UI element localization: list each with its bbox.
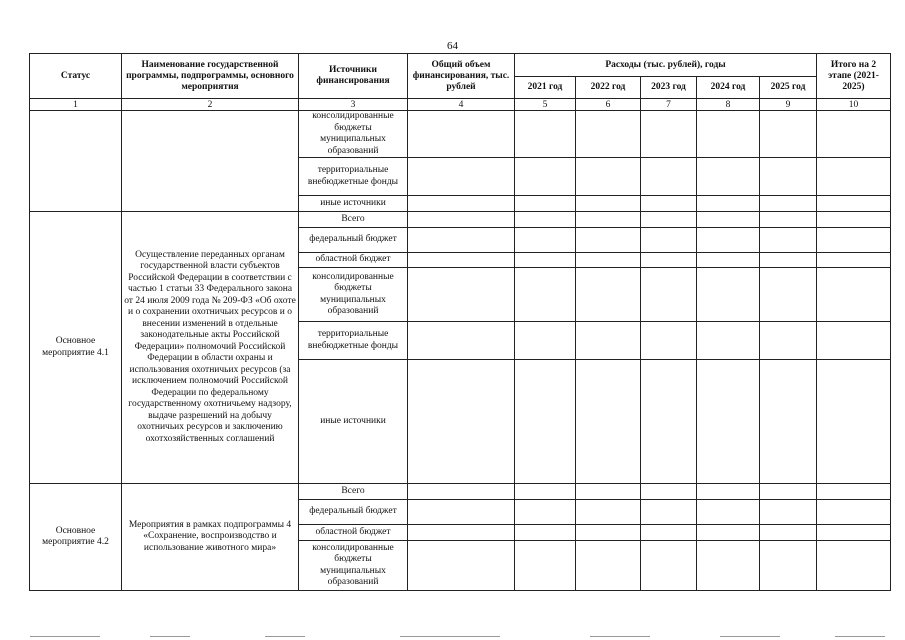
column-number: 8 <box>697 99 760 111</box>
value-cell <box>641 360 697 484</box>
header-year: 2021 год <box>515 77 576 99</box>
value-cell <box>408 228 515 253</box>
value-cell <box>515 360 576 484</box>
value-cell <box>697 196 760 212</box>
value-cell <box>697 541 760 591</box>
value-cell <box>760 500 817 525</box>
header-year: 2022 год <box>576 77 641 99</box>
column-number: 3 <box>299 99 408 111</box>
value-cell <box>576 360 641 484</box>
value-cell <box>515 253 576 268</box>
value-cell <box>641 322 697 360</box>
column-number: 7 <box>641 99 697 111</box>
source-cell: иные источники <box>299 360 408 484</box>
value-cell <box>576 228 641 253</box>
value-cell <box>760 158 817 196</box>
name-cell: Осуществление переданных органам государственной власти субъектов Российской Федерации в соответствии с частью 1 статьи 33 Федерального закона от 24 июля 2009 года № 209-ФЗ «Об охоте и о сохранении охотничьих ресурсов и о внесении изменений в отдельные законодательные акты Российской Федерации» полномочий Российской Федерации в области охраны и использования охотничьих ресурсов (за исключением полномочий Российской Федерации по федеральному государственному охотничьему надзору, выдаче разрешений на добычу охотничьих ресурсов и заключению охотхозяйственных соглашений <box>122 212 299 484</box>
value-cell <box>697 322 760 360</box>
value-cell <box>760 212 817 228</box>
status-cell: Основное мероприятие 4.1 <box>30 212 122 484</box>
value-cell <box>641 228 697 253</box>
value-cell <box>408 212 515 228</box>
value-cell <box>697 500 760 525</box>
value-cell <box>641 111 697 158</box>
value-cell <box>697 525 760 541</box>
value-cell <box>515 228 576 253</box>
table-row <box>30 212 891 228</box>
value-cell <box>760 322 817 360</box>
value-cell <box>408 268 515 322</box>
status-cell: Основное мероприятие 4.2 <box>30 484 122 591</box>
name-cell <box>122 111 299 212</box>
value-cell <box>697 212 760 228</box>
value-cell <box>817 111 891 158</box>
value-cell <box>408 253 515 268</box>
value-cell <box>817 322 891 360</box>
value-cell <box>408 360 515 484</box>
value-cell <box>576 268 641 322</box>
financing-table <box>29 53 891 591</box>
value-cell <box>408 196 515 212</box>
value-cell <box>760 111 817 158</box>
value-cell <box>576 525 641 541</box>
value-cell <box>576 253 641 268</box>
value-cell <box>817 228 891 253</box>
value-cell <box>408 541 515 591</box>
value-cell <box>697 360 760 484</box>
value-cell <box>817 268 891 322</box>
value-cell <box>817 541 891 591</box>
value-cell <box>641 268 697 322</box>
source-cell: Всего <box>299 212 408 228</box>
value-cell <box>515 484 576 500</box>
value-cell <box>408 158 515 196</box>
value-cell <box>515 111 576 158</box>
header-total: Общий объем финансирования, тыс. рублей <box>408 54 515 99</box>
value-cell <box>576 500 641 525</box>
value-cell <box>760 525 817 541</box>
value-cell <box>641 484 697 500</box>
source-cell: областной бюджет <box>299 525 408 541</box>
value-cell <box>515 500 576 525</box>
value-cell <box>515 158 576 196</box>
value-cell <box>817 360 891 484</box>
status-cell <box>30 111 122 212</box>
value-cell <box>697 158 760 196</box>
value-cell <box>697 111 760 158</box>
name-cell: Мероприятия в рамках подпрограммы 4 «Сохранение, воспроизводство и использование животного мира» <box>122 484 299 591</box>
header-year: 2025 год <box>760 77 817 99</box>
page-number: 64 <box>447 40 458 52</box>
value-cell <box>817 500 891 525</box>
value-cell <box>641 541 697 591</box>
value-cell <box>817 196 891 212</box>
source-cell: иные источники <box>299 196 408 212</box>
column-number: 10 <box>817 99 891 111</box>
value-cell <box>576 212 641 228</box>
source-cell: Всего <box>299 484 408 500</box>
column-number: 2 <box>122 99 299 111</box>
header-itogo: Итого на 2 этапе (2021-2025) <box>817 54 891 99</box>
value-cell <box>760 360 817 484</box>
value-cell <box>641 500 697 525</box>
source-cell: федеральный бюджет <box>299 500 408 525</box>
value-cell <box>515 212 576 228</box>
value-cell <box>641 158 697 196</box>
source-cell: федеральный бюджет <box>299 228 408 253</box>
value-cell <box>408 484 515 500</box>
value-cell <box>817 212 891 228</box>
value-cell <box>515 541 576 591</box>
value-cell <box>760 541 817 591</box>
value-cell <box>576 541 641 591</box>
value-cell <box>697 253 760 268</box>
table-row <box>30 111 891 158</box>
source-cell: областной бюджет <box>299 253 408 268</box>
value-cell <box>515 196 576 212</box>
value-cell <box>408 111 515 158</box>
column-number: 9 <box>760 99 817 111</box>
value-cell <box>641 525 697 541</box>
value-cell <box>697 484 760 500</box>
value-cell <box>641 196 697 212</box>
header-expenses: Расходы (тыс. рублей), годы <box>515 54 817 77</box>
value-cell <box>515 322 576 360</box>
header-year: 2023 год <box>641 77 697 99</box>
column-number: 4 <box>408 99 515 111</box>
value-cell <box>515 268 576 322</box>
value-cell <box>576 322 641 360</box>
value-cell <box>760 228 817 253</box>
value-cell <box>408 525 515 541</box>
value-cell <box>408 500 515 525</box>
value-cell <box>697 268 760 322</box>
value-cell <box>760 196 817 212</box>
value-cell <box>760 484 817 500</box>
header-year: 2024 год <box>697 77 760 99</box>
value-cell <box>760 253 817 268</box>
source-cell: территориальные внебюджетные фонды <box>299 158 408 196</box>
value-cell <box>817 484 891 500</box>
value-cell <box>576 111 641 158</box>
source-cell: консолидированные бюджеты муниципальных образований <box>299 541 408 591</box>
value-cell <box>641 212 697 228</box>
value-cell <box>576 196 641 212</box>
value-cell <box>408 322 515 360</box>
header-status: Статус <box>30 54 122 99</box>
value-cell <box>817 253 891 268</box>
value-cell <box>576 484 641 500</box>
source-cell: консолидированные бюджеты муниципальных образований <box>299 268 408 322</box>
table-row <box>30 484 891 500</box>
value-cell <box>817 158 891 196</box>
value-cell <box>641 253 697 268</box>
column-number: 6 <box>576 99 641 111</box>
value-cell <box>697 228 760 253</box>
header-name: Наименование государственной программы, подпрограммы, основного мероприятия <box>122 54 299 99</box>
value-cell <box>515 525 576 541</box>
header-source: Источники финансирования <box>299 54 408 99</box>
source-cell: территориальные внебюджетные фонды <box>299 322 408 360</box>
value-cell <box>576 158 641 196</box>
value-cell <box>817 525 891 541</box>
column-number: 1 <box>30 99 122 111</box>
source-cell: консолидированные бюджеты муниципальных образований <box>299 111 408 158</box>
value-cell <box>760 268 817 322</box>
column-number: 5 <box>515 99 576 111</box>
